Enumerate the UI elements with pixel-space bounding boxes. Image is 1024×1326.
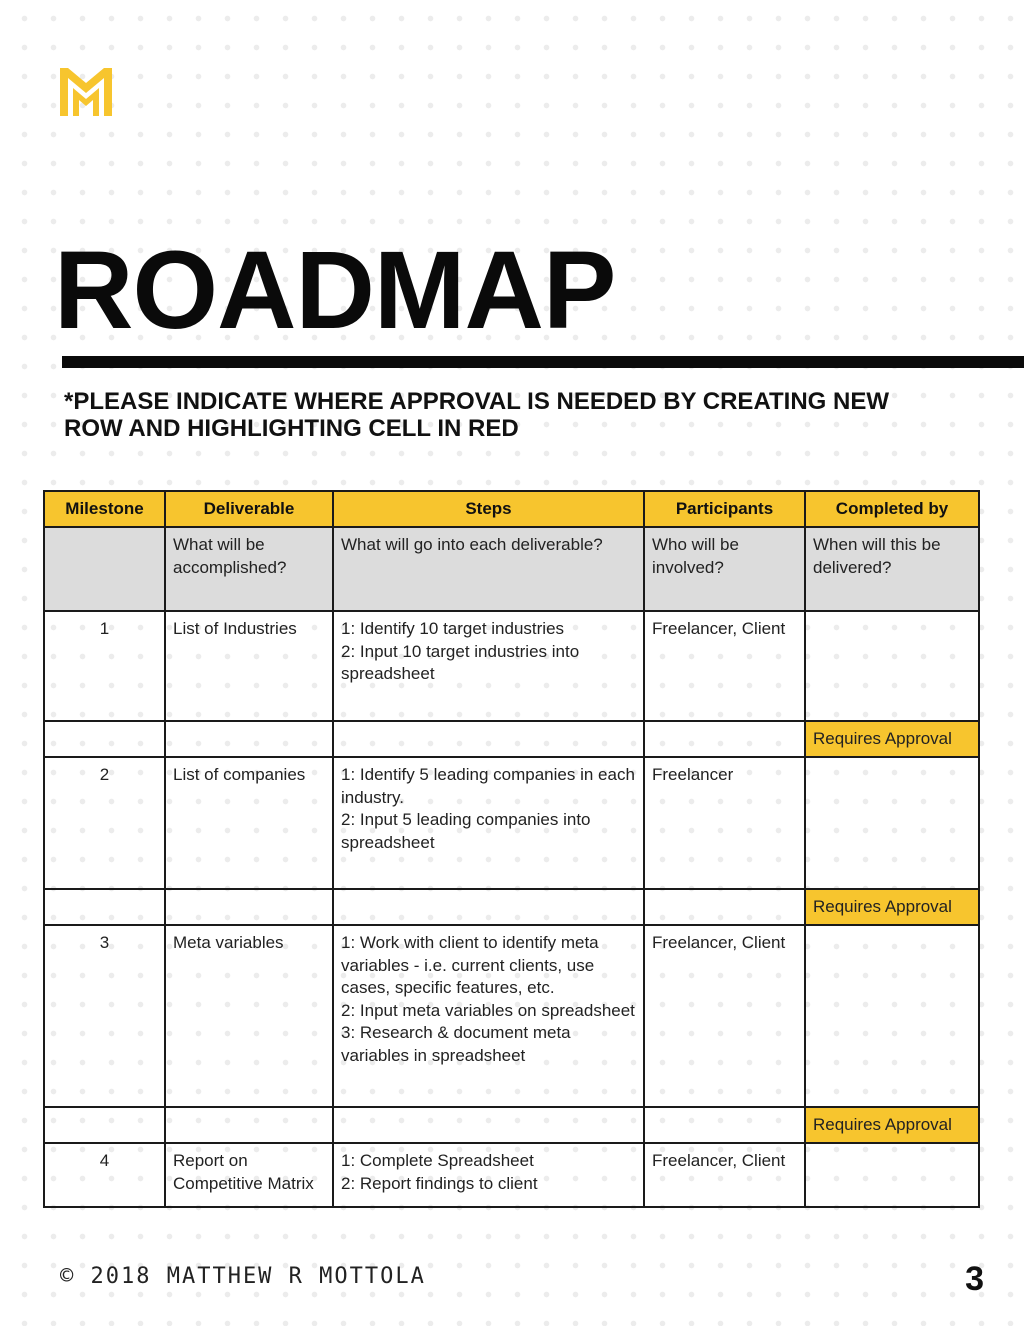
deliverable-cell: List of companies [165, 757, 333, 889]
title-divider [62, 356, 1024, 368]
deliverable-cell: Report on Competitive Matrix [165, 1143, 333, 1207]
empty-cell [44, 721, 165, 757]
step-item: 2: Input 5 leading companies into spreadsheet [341, 810, 591, 852]
roadmap-table [43, 490, 980, 1208]
header-completed-by: Completed by [805, 491, 979, 527]
empty-cell [44, 889, 165, 925]
approval-row [44, 1107, 979, 1143]
copyright-footer: © 2018 MATTHEW R MOTTOLA [60, 1264, 426, 1289]
empty-cell [44, 1107, 165, 1143]
empty-cell [644, 1107, 805, 1143]
step-item: 2: Report findings to client [341, 1173, 538, 1193]
milestone-cell: 4 [44, 1143, 165, 1207]
empty-cell [165, 721, 333, 757]
participants-cell: Freelancer, Client [644, 925, 805, 1107]
participants-cell: Freelancer [644, 757, 805, 889]
milestone-row [44, 757, 979, 889]
completed-by-cell [805, 925, 979, 1107]
milestone-cell: 1 [44, 611, 165, 721]
participants-cell: Freelancer, Client [644, 1143, 805, 1207]
step-item: 2: Input 10 target industries into spreadsheet [341, 641, 580, 684]
approval-note: *PLEASE INDICATE WHERE APPROVAL IS NEEDED BY CREATING NEW ROW AND HIGHLIGHTING CELL IN RED [64, 388, 889, 442]
requires-approval-cell: Requires Approval [805, 1107, 979, 1143]
desc-steps: What will go into each deliverable? [333, 527, 644, 611]
completed-by-cell [805, 757, 979, 889]
steps-cell [333, 1143, 644, 1207]
steps-cell [333, 925, 644, 1107]
desc-deliverable: What will be accomplished? [165, 527, 333, 611]
empty-cell [333, 721, 644, 757]
mm-monogram-logo [60, 68, 112, 116]
milestone-row [44, 1143, 979, 1207]
requires-approval-cell: Requires Approval [805, 889, 979, 925]
empty-cell [165, 1107, 333, 1143]
step-item: 1: Identify 5 leading companies in each industry. [341, 765, 635, 807]
deliverable-cell: List of Industries [165, 611, 333, 721]
approval-row [44, 721, 979, 757]
completed-by-cell [805, 611, 979, 721]
step-item: 1: Work with client to identify meta variables - i.e. current clients, use cases, specific features, etc. [341, 933, 599, 998]
page-title: ROADMAP [54, 229, 616, 352]
header-row [44, 491, 979, 527]
approval-row [44, 889, 979, 925]
description-row [44, 527, 979, 611]
header-deliverable: Deliverable [165, 491, 333, 527]
empty-cell [165, 889, 333, 925]
empty-cell [644, 889, 805, 925]
participants-cell: Freelancer, Client [644, 611, 805, 721]
deliverable-cell: Meta variables [165, 925, 333, 1107]
milestone-cell: 2 [44, 757, 165, 889]
header-steps: Steps [333, 491, 644, 527]
milestone-row [44, 925, 979, 1107]
empty-cell [333, 1107, 644, 1143]
step-item: 1: Identify 10 target industries [341, 619, 565, 638]
milestone-cell: 3 [44, 925, 165, 1107]
empty-cell [644, 721, 805, 757]
page-number: 3 [965, 1260, 984, 1298]
desc-participants: Who will be involved? [644, 527, 805, 611]
step-item: 2: Input meta variables on spreadsheet [341, 1000, 635, 1020]
requires-approval-cell: Requires Approval [805, 721, 979, 757]
desc-milestone [44, 527, 165, 611]
empty-cell [333, 889, 644, 925]
desc-completed-by: When will this be delivered? [805, 527, 979, 611]
header-participants: Participants [644, 491, 805, 527]
milestone-row [44, 611, 979, 721]
steps-cell [333, 611, 644, 721]
step-item: 3: Research & document meta variables in spreadsheet [341, 1023, 571, 1065]
completed-by-cell [805, 1143, 979, 1207]
header-milestone: Milestone [44, 491, 165, 527]
steps-cell [333, 757, 644, 889]
step-item: 1: Complete Spreadsheet [341, 1151, 534, 1170]
